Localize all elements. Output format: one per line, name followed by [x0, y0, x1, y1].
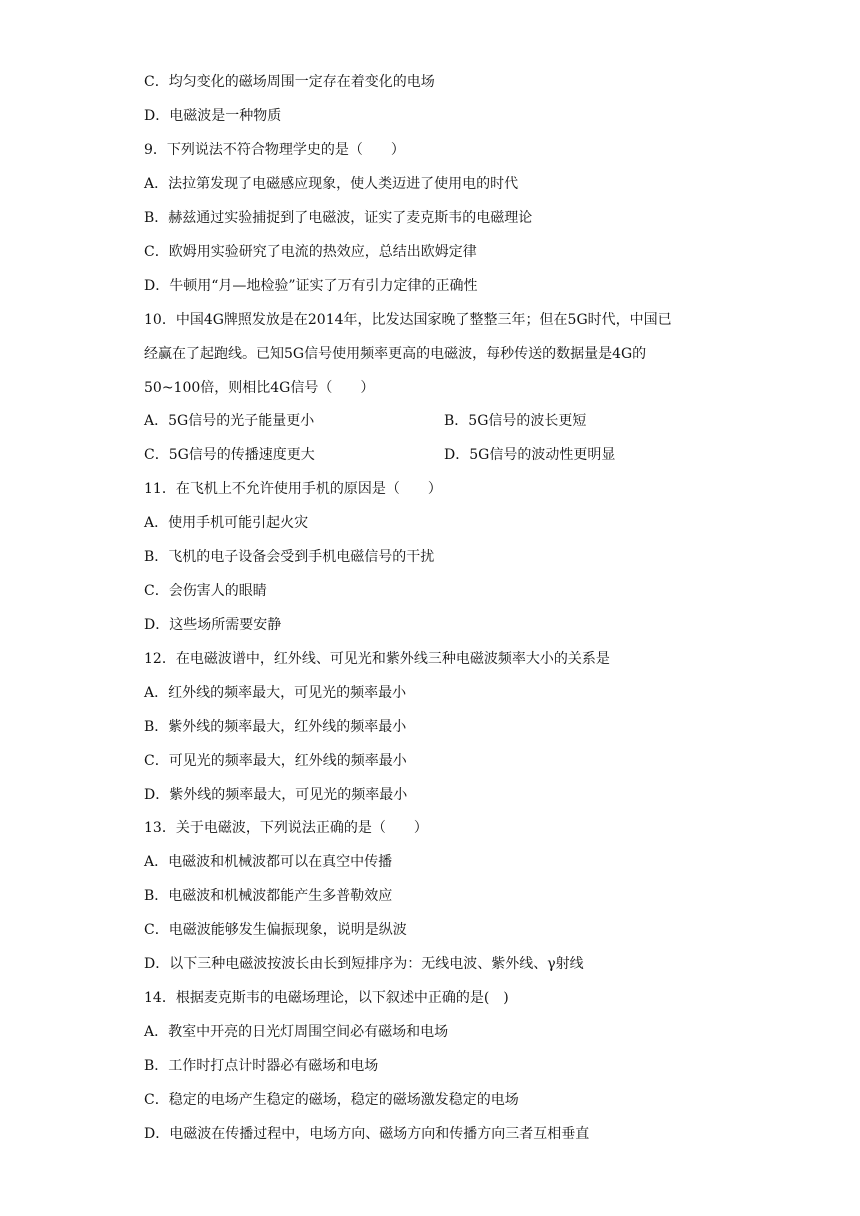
q12-stem: 12．在电磁波谱中，红外线、可见光和紫外线三种电磁波频率大小的关系是: [144, 651, 610, 667]
q11-option-d: D．这些场所需要安静: [144, 617, 282, 633]
q14-option-a: A．教室中开亮的日光灯周围空间必有磁场和电场: [144, 1024, 449, 1040]
q10-option-d: D．5G信号的波动性更明显: [444, 447, 616, 463]
q9-option-b: B．赫兹通过实验捕捉到了电磁波，证实了麦克斯韦的电磁理论: [144, 210, 533, 226]
q10-option-a: A．5G信号的光子能量更小: [144, 413, 315, 429]
q11-option-a: A．使用手机可能引起火灾: [144, 515, 309, 531]
q12-option-b: B．紫外线的频率最大，红外线的频率最小: [144, 719, 407, 735]
q13-stem: 13．关于电磁波，下列说法正确的是（ ）: [144, 820, 428, 836]
q10-option-c: C．5G信号的传播速度更大: [144, 447, 315, 463]
q13-option-d: D．以下三种电磁波按波长由长到短排序为：无线电波、紫外线、γ射线: [144, 956, 584, 972]
q11-stem: 11．在飞机上不允许使用手机的原因是（ ）: [144, 481, 442, 497]
q10-stem-line2: 经赢在了起跑线。已知5G信号使用频率更高的电磁波，每秒传送的数据量是4G的: [144, 346, 647, 362]
q8-option-c: C．均匀变化的磁场周围一定存在着变化的电场: [144, 74, 435, 90]
q14-option-c: C．稳定的电场产生稳定的磁场，稳定的磁场激发稳定的电场: [144, 1092, 519, 1108]
q9-option-a: A．法拉第发现了电磁感应现象，使人类迈进了使用电的时代: [144, 176, 519, 192]
q12-option-c: C．可见光的频率最大，红外线的频率最小: [144, 753, 407, 769]
q9-option-c: C．欧姆用实验研究了电流的热效应，总结出欧姆定律: [144, 244, 477, 260]
q9-option-d: D．牛顿用“月—地检验”证实了万有引力定律的正确性: [144, 278, 478, 294]
q12-option-d: D．紫外线的频率最大，可见光的频率最小: [144, 787, 408, 803]
q10-stem-line3: 50~100倍，则相比4G信号（ ）: [144, 380, 375, 396]
q10-options-row1: [144, 411, 587, 431]
q13-option-a: A．电磁波和机械波都可以在真空中传播: [144, 854, 393, 870]
q8-option-d: D．电磁波是一种物质: [144, 108, 282, 124]
q14-stem: 14．根据麦克斯韦的电磁场理论，以下叙述中正确的是( ): [144, 990, 509, 1006]
q10-stem-line1: 10．中国4G牌照发放是在2014年，比发达国家晚了整整三年；但在5G时代，中国已: [144, 312, 672, 328]
q14-option-b: B．工作时打点计时器必有磁场和电场: [144, 1058, 379, 1074]
q9-stem: 9．下列说法不符合物理学史的是（ ）: [144, 142, 405, 158]
q10-options-row2: [144, 445, 616, 465]
q14-option-d: D．电磁波在传播过程中，电场方向、磁场方向和传播方向三者互相垂直: [144, 1126, 590, 1142]
q10-option-b: B．5G信号的波长更短: [444, 413, 587, 429]
q12-option-a: A．红外线的频率最大，可见光的频率最小: [144, 685, 407, 701]
q11-option-c: C．会伤害人的眼睛: [144, 583, 267, 599]
q13-option-c: C．电磁波能够发生偏振现象，说明是纵波: [144, 922, 407, 938]
q11-option-b: B．飞机的电子设备会受到手机电磁信号的干扰: [144, 549, 435, 565]
q13-option-b: B．电磁波和机械波都能产生多普勒效应: [144, 888, 393, 904]
